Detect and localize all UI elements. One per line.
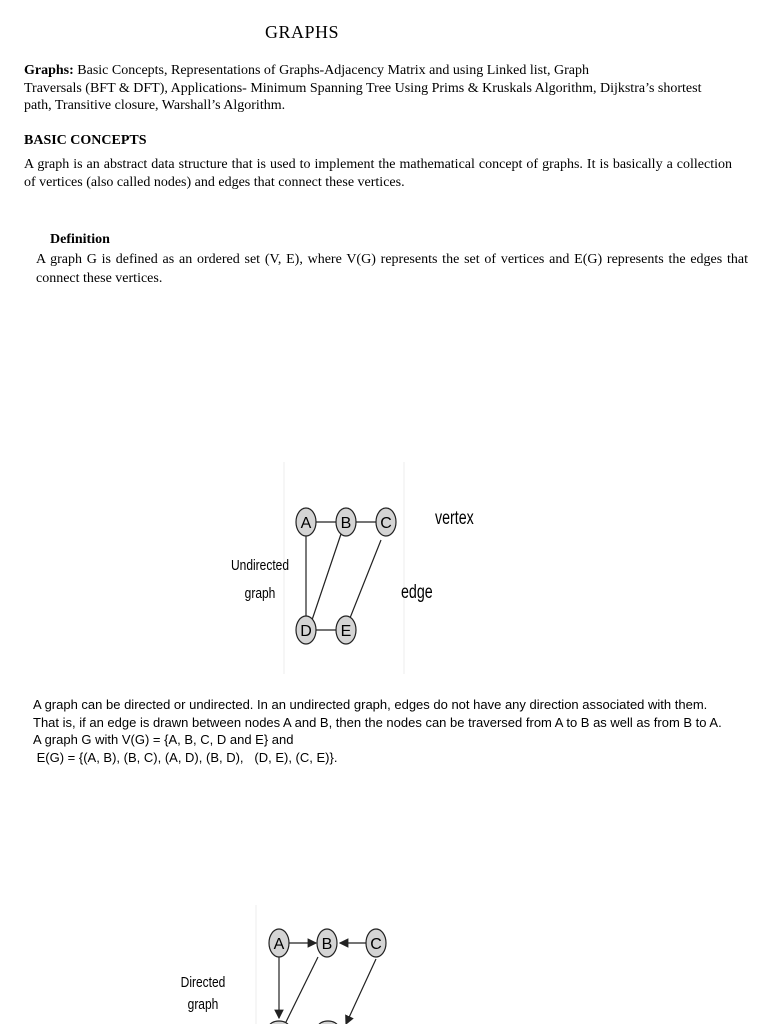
directed-graph-diagram: [170, 905, 410, 1024]
intro-paragraph: [24, 62, 736, 115]
graph-edges: [306, 522, 381, 630]
basic-concepts-heading: BASIC CONCEPTS: [24, 133, 147, 148]
svg-text:D: D: [300, 623, 312, 640]
vertex-label: vertex: [435, 507, 474, 529]
directed-graph-figure: [170, 905, 410, 1024]
node-e: [336, 616, 356, 644]
explanation-line-2: That is, if an edge is drawn between nodes A and B, then the nodes can be traversed from A to B as well as from B to A.: [33, 714, 722, 730]
page-title: GRAPHS: [264, 22, 340, 42]
undirected-label-line-1: Undirected: [230, 556, 290, 574]
definition-text: A graph G is defined as an ordered set (V, E), where V(G) represents the set of vertices and E(G) represents the edges that connect these vertices.: [36, 252, 748, 286]
svg-text:A: A: [273, 936, 285, 953]
undirected-graph-diagram: [230, 462, 480, 674]
intro-line-2: Traversals (BFT & DFT), Applications- Minimum Spanning Tree Using Prims & Kruskals Algorithm, Dijkstra’s shortest: [24, 80, 702, 96]
svg-text:B: B: [340, 515, 352, 532]
basic-concepts-text: A graph is an abstract data structure that is used to implement the mathematical concept of graphs. It is basically a collection of vertices (also called nodes) and edges that connect these vertices.: [24, 157, 732, 190]
explanation-line-4: E(G) = {(A, B), (B, C), (A, D), (B, D), (D, E), (C, E)}.: [33, 749, 338, 765]
directed-label-line-1: Directed: [180, 973, 226, 991]
intro-line-1: Basic Concepts, Representations of Graphs-Adjacency Matrix and using Linked list, Graph: [77, 63, 589, 78]
svg-text:E: E: [340, 623, 352, 640]
node-c: [376, 508, 396, 536]
node-d: [296, 616, 316, 644]
edge-label: edge: [401, 581, 433, 603]
directed-label-line-2: graph: [187, 995, 219, 1013]
explanation-line-3: A graph G with V(G) = {A, B, C, D and E} and: [33, 732, 294, 747]
node-b: [336, 508, 356, 536]
directed-node-a: [269, 929, 289, 957]
svg-text:B: B: [321, 936, 333, 953]
svg-text:C: C: [370, 936, 382, 953]
intro-line-3: path, Transitive closure, Warshall’s Algorithm.: [24, 98, 286, 113]
undirected-label-line-2: graph: [244, 584, 276, 602]
directed-node-b: [317, 929, 337, 957]
node-a: [296, 508, 316, 536]
undirected-graph-figure: [230, 462, 480, 674]
definition-heading: Definition: [50, 232, 110, 247]
directed-node-c: [366, 929, 386, 957]
svg-text:A: A: [300, 515, 312, 532]
explanation-line-1: A graph can be directed or undirected. In an undirected graph, edges do not have any direction associated with them.: [33, 697, 708, 712]
intro-label: Graphs:: [24, 63, 74, 78]
svg-text:C: C: [380, 515, 392, 532]
graph-explanation: [33, 696, 743, 766]
